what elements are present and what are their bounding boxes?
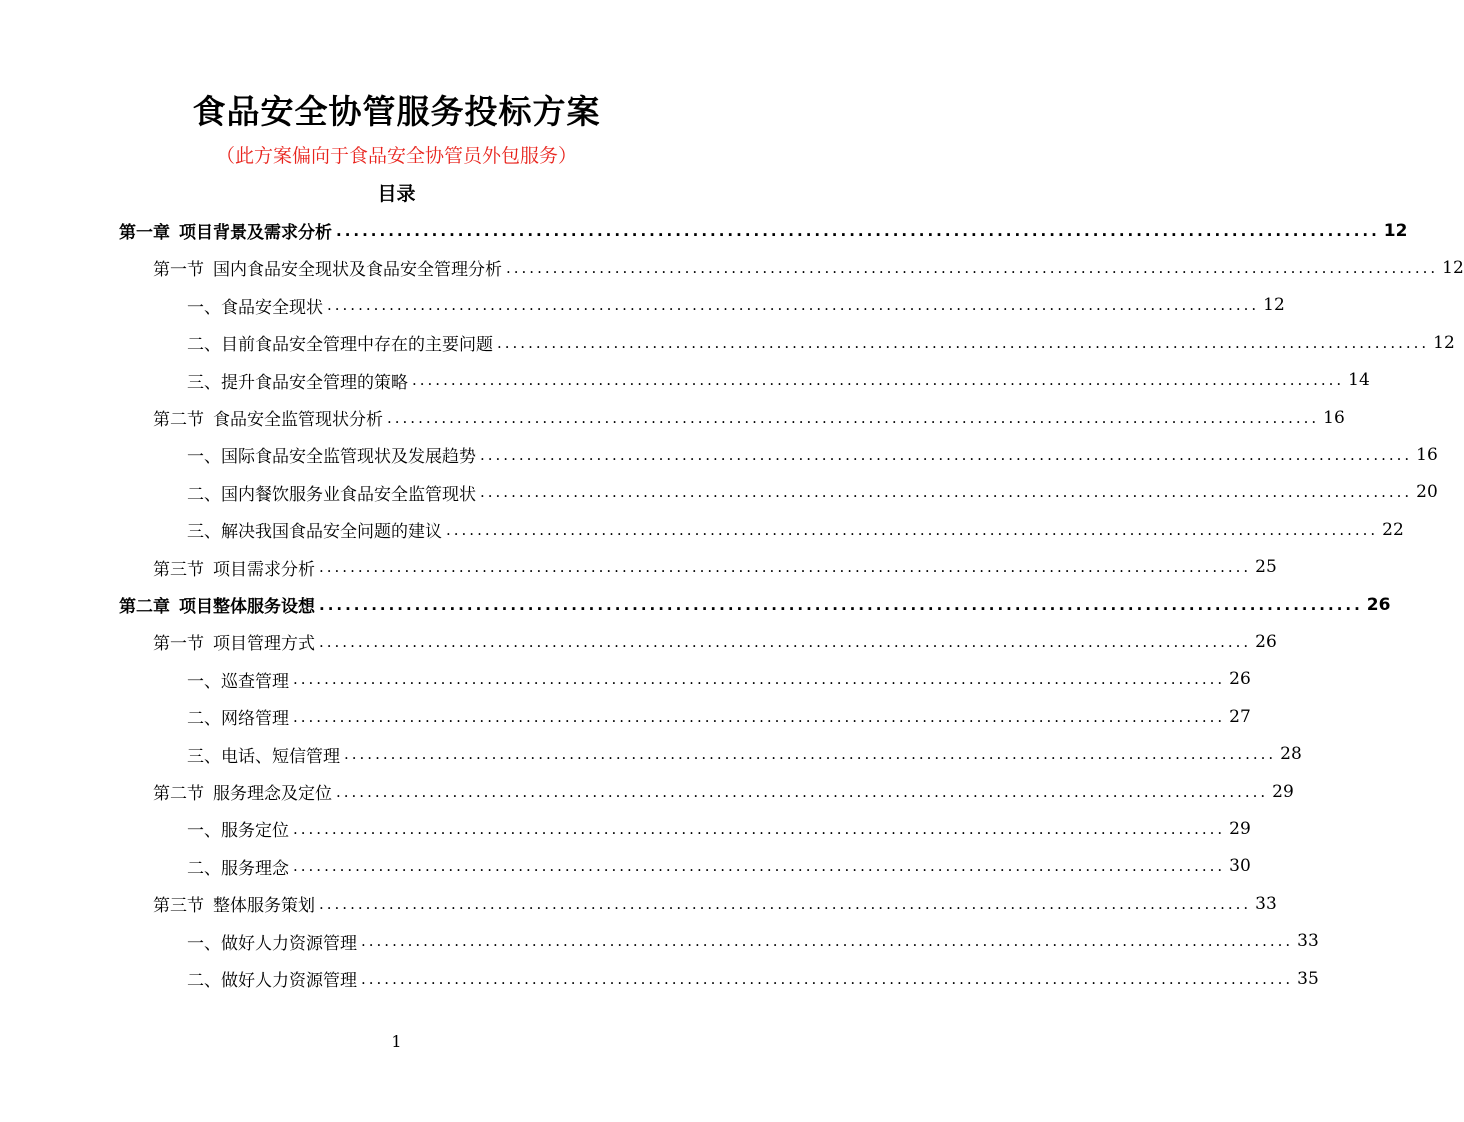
toc-entry-page: 12 [1442,257,1464,278]
toc-entry[interactable] [119,212,1408,249]
toc-entry-title: 二、网络管理 [187,709,289,730]
toc-dot-leader: ........................................................................................................................ [336,221,1380,240]
toc-entry-page: 33 [1297,931,1319,952]
toc-dot-leader: ........................................................................................................................ [319,558,1252,577]
toc-dot-leader: ........................................................................................................................ [361,969,1294,988]
toc-entry[interactable] [153,623,1277,660]
toc-entry[interactable] [153,249,1464,286]
toc-dot-leader: ........................................................................................................................ [319,632,1252,651]
toc-entry[interactable] [187,287,1285,324]
toc-entry[interactable] [187,324,1455,361]
toc-entry[interactable] [187,960,1319,997]
toc-entry-page: 16 [1323,407,1345,428]
toc-entry[interactable] [187,362,1370,399]
toc-entry[interactable] [187,810,1251,847]
toc-dot-leader: ........................................................................................................................ [506,258,1439,277]
toc-dot-leader: ........................................................................................................................ [293,819,1226,838]
toc-entry-title: 三、解决我国食品安全问题的建议 [187,522,442,543]
toc-entry-text [153,779,332,804]
toc-entry-title: 服务理念及定位 [213,784,332,804]
toc-dot-leader: ........................................................................................................................ [412,371,1345,390]
toc-dot-leader: ........................................................................................................................ [480,445,1413,464]
toc-entry[interactable] [119,586,1391,623]
toc-entry-prefix: 第二节 [153,784,204,804]
toc-entry-title: 项目背景及需求分析 [179,223,332,243]
toc-entry-title: 一、服务定位 [187,821,289,842]
toc-entry[interactable] [153,549,1277,586]
toc-entry-text [119,592,315,617]
toc-entry-text [153,629,315,654]
toc-dot-leader: ........................................................................................................................ [361,932,1294,951]
toc-entry-text [187,517,442,542]
toc-entry-text [153,891,315,916]
toc-entry-page: 12 [1433,332,1455,353]
toc-entry-title: 二、国内餐饮服务业食品安全监管现状 [187,484,476,505]
toc-entry-prefix: 第一章 [119,223,170,243]
toc-entry-text [187,480,476,505]
toc-entry-title: 一、食品安全现状 [187,297,323,318]
toc-entry-page: 25 [1255,557,1277,578]
toc-entry[interactable] [187,511,1404,548]
toc-entry-page: 29 [1229,818,1251,839]
toc-entry-title: 国内食品安全现状及食品安全管理分析 [213,260,502,281]
toc-entry-title: 整体服务策划 [213,896,315,917]
document-title: 食品安全协管服务投标方案 [192,92,601,131]
toc-entry-prefix: 第二章 [119,597,170,617]
toc-entry-page: 20 [1416,482,1438,503]
toc-dot-leader: ........................................................................................................................ [387,408,1320,427]
toc-entry-text [187,854,289,879]
toc-entry[interactable] [153,773,1294,810]
toc-dot-leader: ........................................................................................................................ [293,857,1226,876]
toc-entry-page: 14 [1348,370,1370,391]
toc-entry-page: 35 [1297,968,1319,989]
toc-entry-text [187,293,323,318]
toc-entry-title: 项目管理方式 [213,634,315,655]
toc-entry-prefix: 第三节 [153,559,204,580]
toc-entry-title: 食品安全监管现状分析 [213,410,383,430]
toc-entry[interactable] [153,399,1345,436]
toc-entry-text [153,555,315,580]
toc-entry-title: 三、电话、短信管理 [187,746,340,767]
toc-entry-title: 二、目前食品安全管理中存在的主要问题 [187,335,493,356]
toc-entry-prefix: 第三节 [153,896,204,917]
toc-entry-title: 三、提升食品安全管理的策略 [187,372,408,393]
toc-dot-leader: ........................................................................................................................ [446,520,1379,539]
toc-entry-prefix: 第一节 [153,260,204,281]
toc-entry-page: 30 [1229,856,1251,877]
toc-entry-page: 33 [1255,893,1277,914]
toc-entry-page: 12 [1383,220,1408,241]
toc-entry-page: 29 [1272,781,1294,802]
toc-dot-leader: ........................................................................................................................ [480,483,1413,502]
toc-entry[interactable] [187,661,1251,698]
toc-entry[interactable] [187,436,1438,473]
toc-entry-title: 一、国际食品安全监管现状及发展趋势 [187,447,476,468]
toc-entry-text [187,929,357,954]
toc-entry[interactable] [187,923,1319,960]
toc-entry-title: 项目整体服务设想 [179,597,315,617]
document-subtitle: （此方案偏向于食品安全协管员外包服务） [215,145,577,167]
toc-entry-title: 项目需求分析 [213,559,315,580]
toc-dot-leader: ........................................................................................................................ [497,333,1430,352]
toc-entry-text [187,368,408,393]
toc-entry-text [187,966,357,991]
toc-entry[interactable] [153,885,1277,922]
toc-dot-leader: ........................................................................................................................ [344,745,1277,764]
toc-entry-page: 22 [1382,519,1404,540]
toc-entry-text [187,330,493,355]
toc-entry-text [187,742,340,767]
toc-entry-page: 16 [1416,444,1438,465]
toc-entry[interactable] [187,848,1251,885]
toc-entry-text [187,667,289,692]
toc-dot-leader: ........................................................................................................................ [293,707,1226,726]
toc-entry-text [187,704,289,729]
toc-entry-text [187,442,476,467]
toc-entry-page: 27 [1229,706,1251,727]
toc-entry-prefix: 第一节 [153,634,204,655]
toc-entry-prefix: 第二节 [153,410,204,430]
toc-entry[interactable] [187,736,1302,773]
toc-dot-leader: ........................................................................................................................ [319,894,1252,913]
toc-dot-leader: ........................................................................................................................ [336,782,1269,801]
toc-entry-text [187,816,289,841]
toc-entry[interactable] [187,698,1251,735]
toc-entry-text [119,218,332,243]
toc-dot-leader: ........................................................................................................................ [293,670,1226,689]
toc-dot-leader: ........................................................................................................................ [319,595,1363,614]
toc-entry-title: 二、服务理念 [187,858,289,879]
toc-entry-page: 26 [1255,631,1277,652]
toc-entry-text [153,255,502,280]
toc-entry-page: 12 [1263,295,1285,316]
toc-entry-title: 一、巡查管理 [187,671,289,692]
toc-entry[interactable] [187,474,1438,511]
toc-dot-leader: ........................................................................................................................ [327,296,1260,315]
toc-heading: 目录 [377,183,416,205]
toc-entry-title: 一、做好人力资源管理 [187,933,357,954]
toc-entry-page: 28 [1280,744,1302,765]
toc-entry-page: 26 [1366,594,1391,615]
toc-entry-page: 26 [1229,669,1251,690]
toc-entry-text [153,405,383,430]
page-number: 1 [391,1032,402,1051]
toc-entry-title: 二、做好人力资源管理 [187,971,357,991]
